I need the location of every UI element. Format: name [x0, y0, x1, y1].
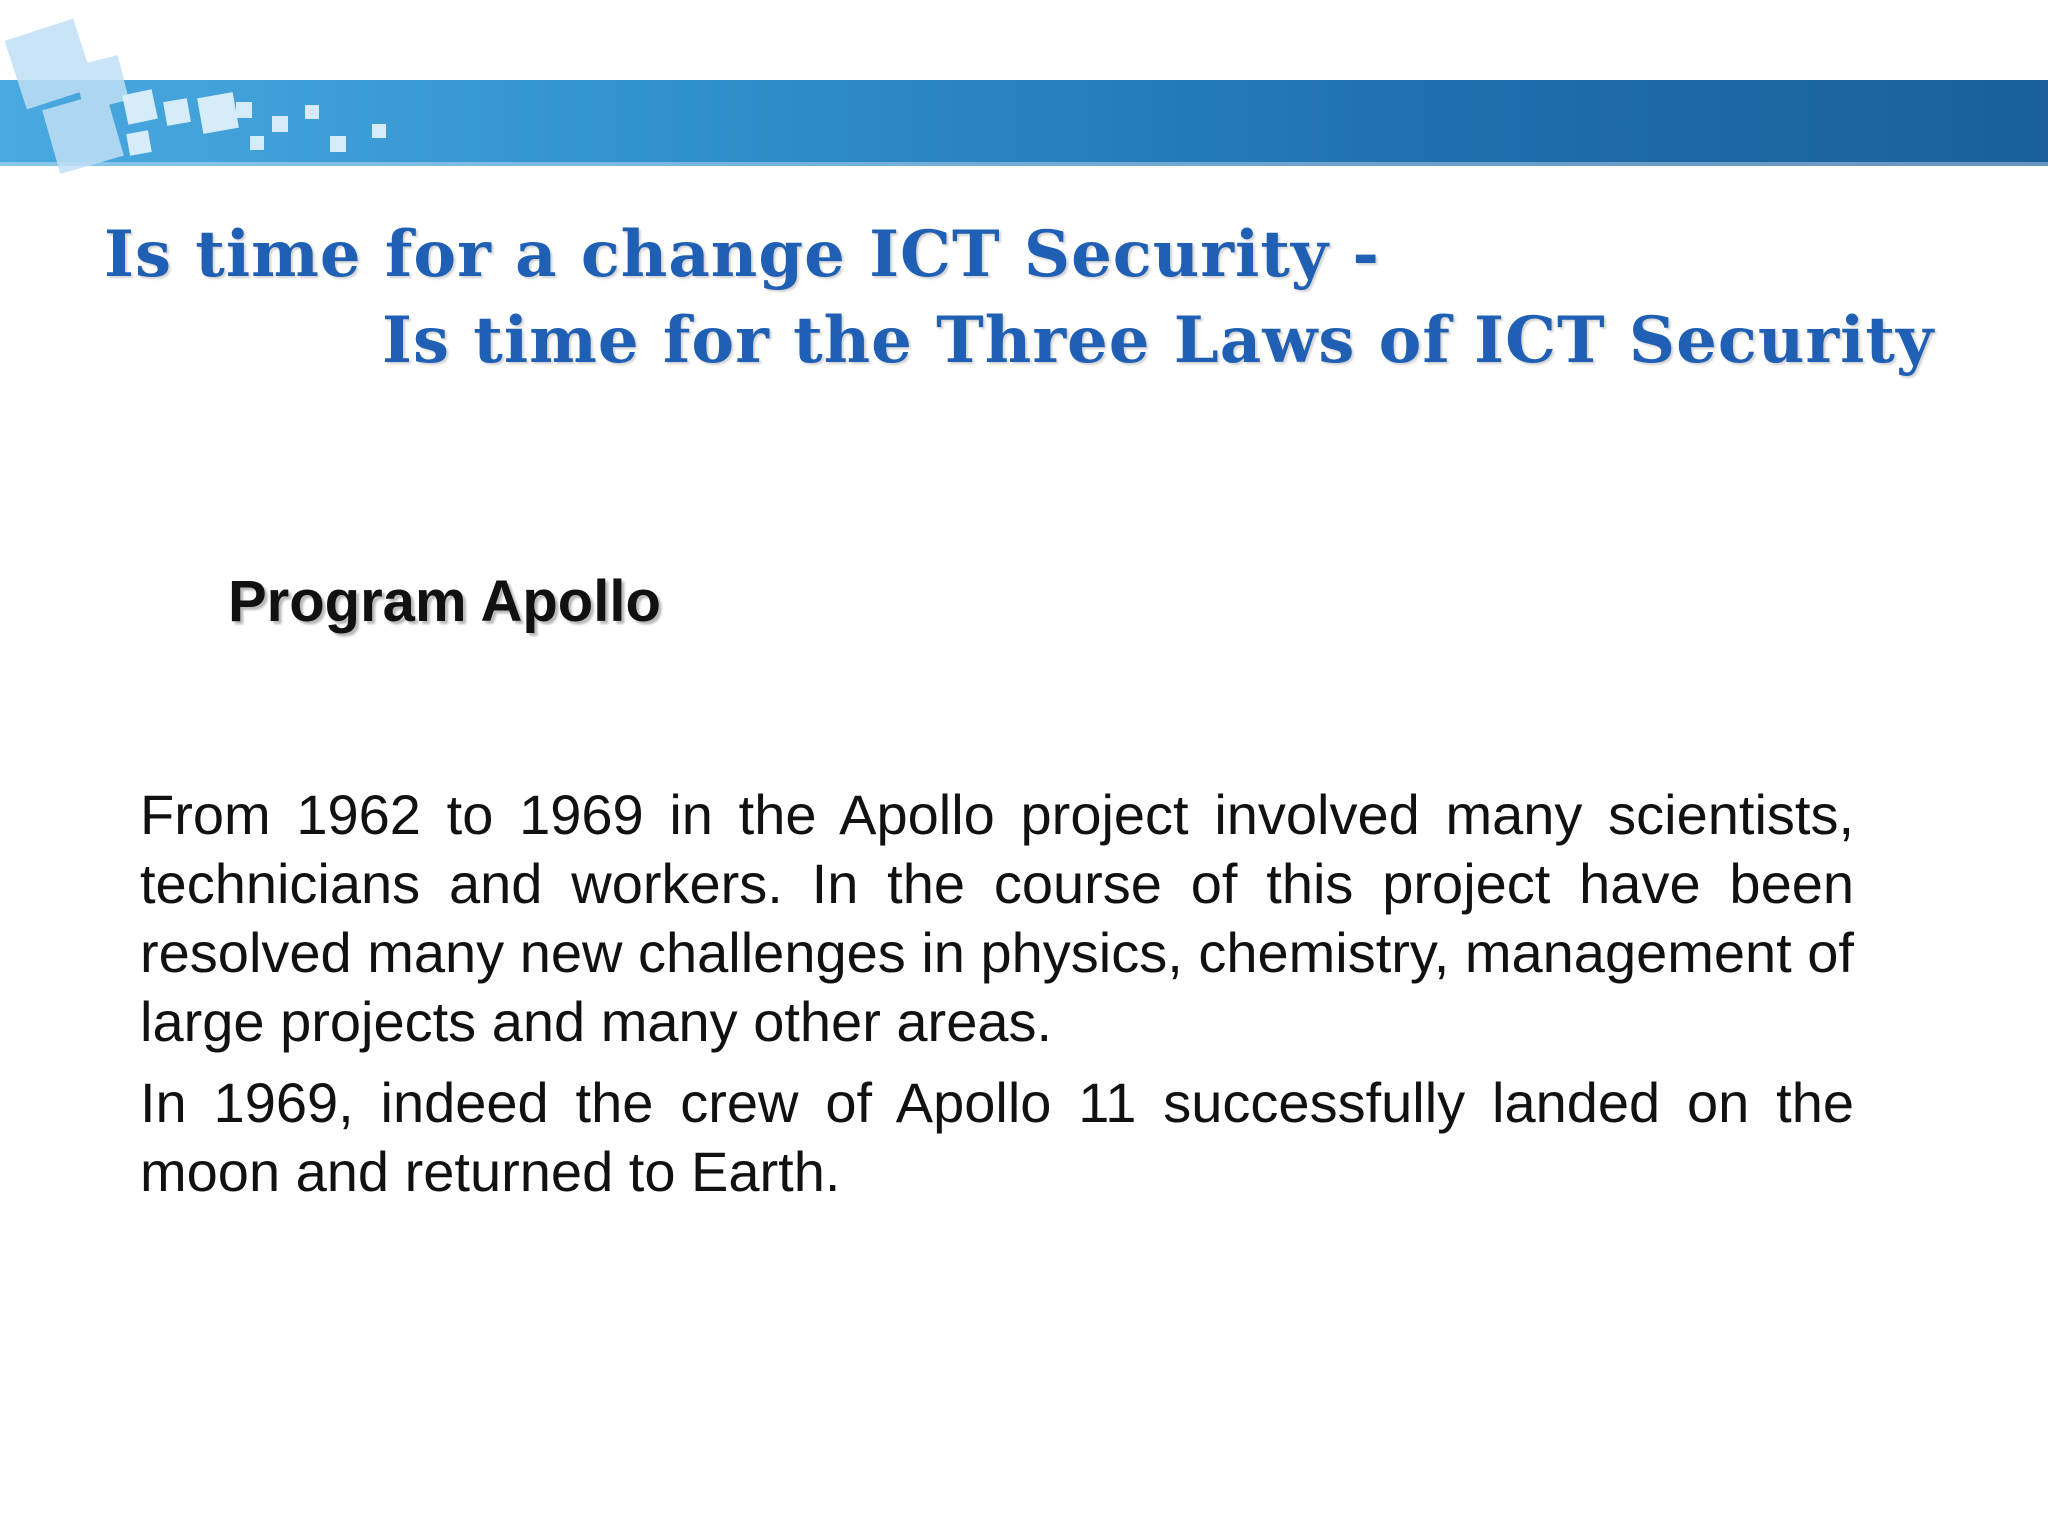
- title-line-2: Is time for the Three Laws of ICT Security: [382, 303, 1935, 378]
- paragraph-2: In 1969, indeed the crew of Apollo 11 successfully landed on the moon and returned to Earth.: [140, 1071, 1854, 1203]
- body-text: [140, 780, 1854, 1218]
- slide-title: [104, 212, 1964, 384]
- paragraph-1: From 1962 to 1969 in the Apollo project involved many scientists, technicians and workers. In the course of this project have been resolved many new challenges in physics, chemistry, management of large projects and many other areas.: [140, 783, 1854, 1053]
- title-line-1: Is time for a change ICT Security -: [104, 217, 1380, 292]
- squares-decoration-icon: [0, 0, 420, 200]
- section-heading: Program Apollo: [228, 569, 661, 634]
